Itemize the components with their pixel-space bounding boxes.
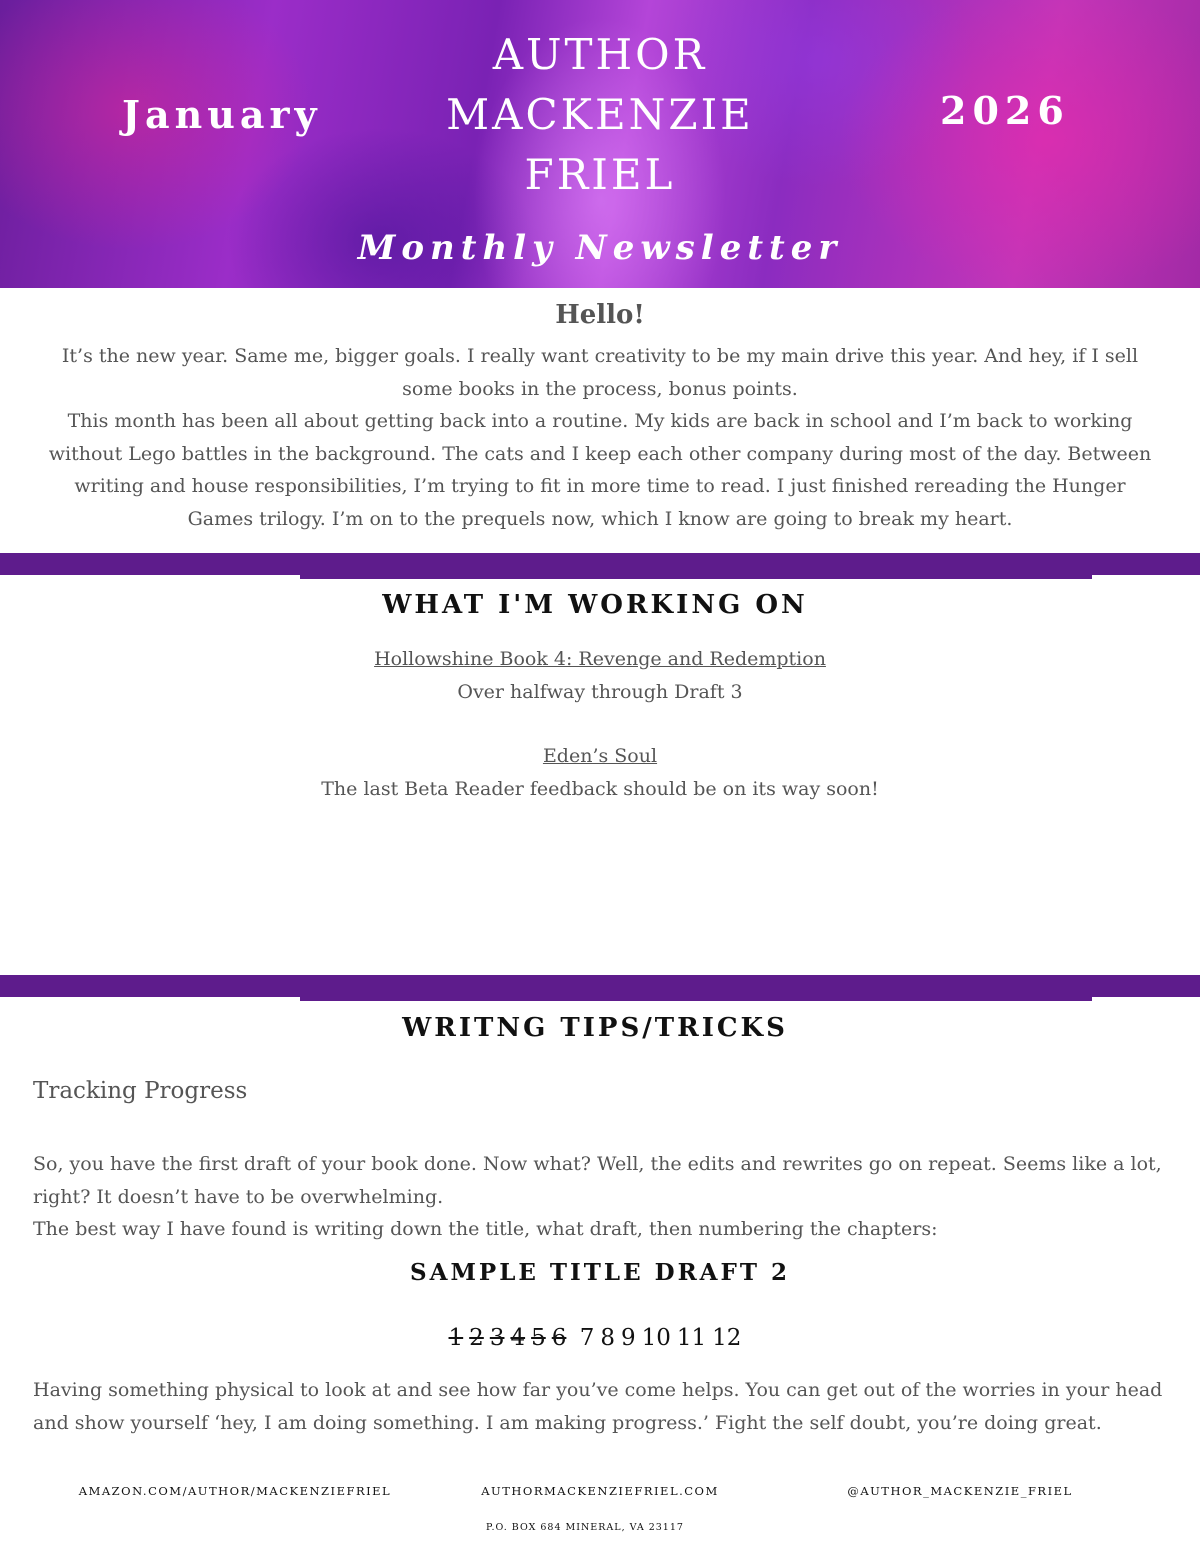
header-title-line: MACKENZIE [446, 90, 754, 139]
project-title: Hollowshine Book 4: Revenge and Redemption [374, 648, 826, 670]
tips-paragraph: So, you have the first draft of your book done. Now what? Well, the edits and rewrites go on repeat. Seems like a lot, right? It doesn’t have to be overwhelming. [33, 1153, 1162, 1208]
project-status: Over halfway through Draft 3 [457, 680, 743, 703]
chapter-remaining: 9 [620, 1325, 636, 1351]
intro-paragraph: This month has been all about getting back into a routine. My kids are back in school and I’m back to working without Lego battles in the background. The cats and I keep each other company during most of the day. Between writing and house responsibilities, I’m trying to fit in more time to read. I just finished rereading the Hunger Games trilogy. I’m on to the prequels now, which I know are going to break my heart. [48, 410, 1152, 530]
tips-heading: WRITNG TIPS/TRICKS [402, 1013, 788, 1043]
chapter-remaining: 7 [579, 1325, 595, 1351]
chapter-remaining: 11 [676, 1325, 707, 1351]
intro-text [40, 340, 1160, 535]
chapter-done: 5 [531, 1325, 546, 1351]
newsletter-header-banner [0, 0, 1200, 288]
working-on-heading: WHAT I'M WORKING ON [382, 590, 808, 620]
chapter-numbers [0, 1325, 1190, 1351]
chapter-done: 2 [469, 1325, 484, 1351]
footer-social-handle[interactable]: @AUTHOR_MACKENZIE_FRIEL [847, 1484, 1073, 1498]
tips-subheading: Tracking Progress [33, 1078, 248, 1104]
header-year: 2026 [940, 88, 1070, 133]
tips-paragraph-group [33, 1148, 1163, 1246]
chapter-done: 4 [510, 1325, 526, 1351]
intro-heading: Hello! [555, 300, 645, 330]
chapter-remaining: 8 [600, 1325, 615, 1351]
intro-paragraph: It’s the new year. Same me, bigger goals. I really want creativity to be my main drive this year. And hey, if I sell some books in the process, bonus points. [61, 345, 1139, 400]
footer-amazon-link[interactable]: AMAZON.COM/AUTHOR/MACKENZIEFRIEL [78, 1484, 392, 1498]
tips-closing-paragraph: Having something physical to look at and see how far you’ve come helps. You can get out of the worries in your head and show yourself ‘hey, I am doing something. I am making progress.’ Fight the self doubt, you’re doing great. [33, 1379, 1163, 1434]
footer-address: P.O. BOX 684 MINERAL, VA 23117 [486, 1522, 684, 1533]
header-subtitle: Monthly Newsletter [357, 228, 843, 268]
footer-website-link[interactable]: AUTHORMACKENZIEFRIEL.COM [481, 1484, 719, 1498]
chapter-remaining: 10 [641, 1325, 671, 1351]
tips-paragraph: The best way I have found is writing down the title, what draft, then numbering the chapters: [33, 1218, 938, 1240]
divider-underline [300, 997, 1092, 1001]
sample-title: SAMPLE TITLE DRAFT 2 [410, 1259, 790, 1286]
header-month: January [122, 92, 322, 137]
header-title-line: AUTHOR [492, 30, 708, 79]
chapter-done: 1 [448, 1325, 464, 1351]
chapter-remaining: 12 [712, 1325, 742, 1351]
divider-underline [300, 575, 1092, 579]
project-title: Eden’s Soul [542, 745, 658, 767]
project-item [0, 740, 1200, 805]
chapter-done: 3 [489, 1325, 505, 1351]
project-item [0, 643, 1200, 708]
section-divider [0, 975, 1200, 999]
section-divider [0, 553, 1200, 577]
header-title-line: FRIEL [524, 150, 676, 199]
chapter-done: 6 [551, 1325, 567, 1351]
project-status: The last Beta Reader feedback should be on its way soon! [321, 777, 879, 800]
header-author-title [400, 25, 800, 205]
